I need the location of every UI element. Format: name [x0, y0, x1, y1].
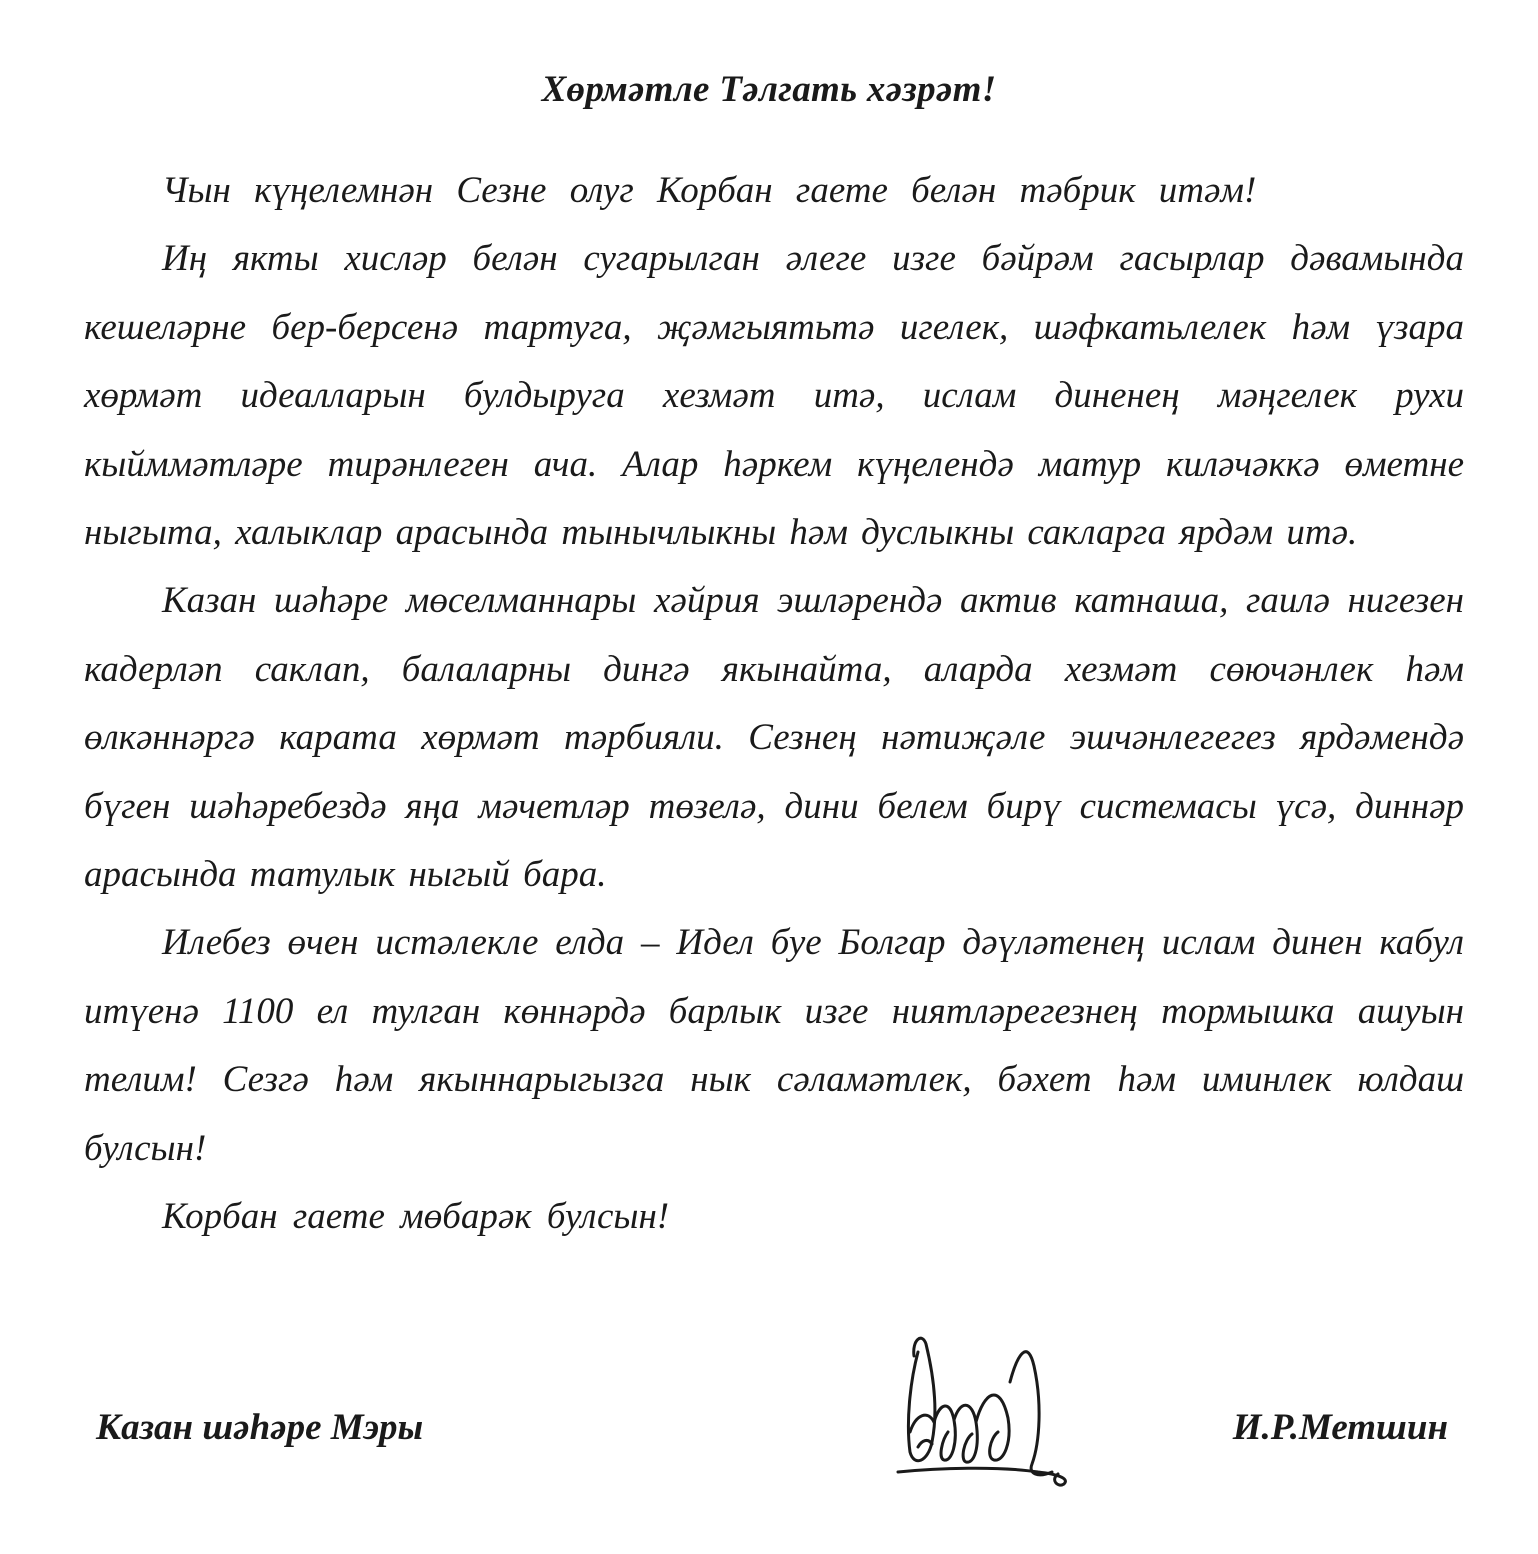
handwritten-signature [888, 1322, 1084, 1492]
signer-name: И.Р.Метшин [1232, 1407, 1448, 1448]
paragraph-wishes: Илебез өчен истәлекле елда – Идел буе Болгар дәүләтенең ислам динен кабул итүенә 1100 ел тулган көннәрдә барлык изге ниятләрегезнең тормышка ашуын телим! Сезгә һәм якыннарыгызга нык сәламәтлек, бәхет һәм иминлек юлдаш булсын! [84, 922, 1464, 1169]
paragraph-kazan-muslims: Казан шәһәре мөселманнары хәйрия эшләрендә актив катнаша, гаилә нигезен кадерләп саклап, балаларны дингә якынайта, аларда хезмәт сөючәнлек һәм өлкәннәргә карата хөрмәт тәрбияли. Сезнең нәтиҗәле эшчәнлегегез ярдәмендә бүген шәһәребездә яңа мәчетләр төзелә, дини белем бирү системасы үсә, диннәр арасында татулык ныгый бара. [84, 580, 1464, 896]
letter-salutation: Хөрмәтле Тәлгать хәзрәт! [541, 69, 997, 110]
paragraph-closing: Корбан гаете мөбарәк булсын! [162, 1196, 670, 1238]
letter-body [84, 157, 1464, 1252]
paragraph-greeting: Чын күңелемнән Сезне олуг Корбан гаете белән тәбрик итәм! [162, 170, 1257, 211]
signer-position: Казан шәһәре Мэры [96, 1407, 424, 1448]
paragraph-holiday-meaning: Иң якты хисләр белән сугарылган әлеге изге бәйрәм гасырлар дәвамында кешеләрне бер-берсенә тартуга, җәмгыятьтә игелек, шәфкатьлелек һәм үзара хөрмәт идеалларын булдыруга хезмәт итә, ислам диненең мәңгелек рухи кыйммәтләре тирәнлеген ача. Алар һәркем күңелендә матур киләчәккә өметне ныгыта, халыклар арасында тынычлыкны һәм дуслыкны сакларга ярдәм итә. [84, 238, 1464, 554]
